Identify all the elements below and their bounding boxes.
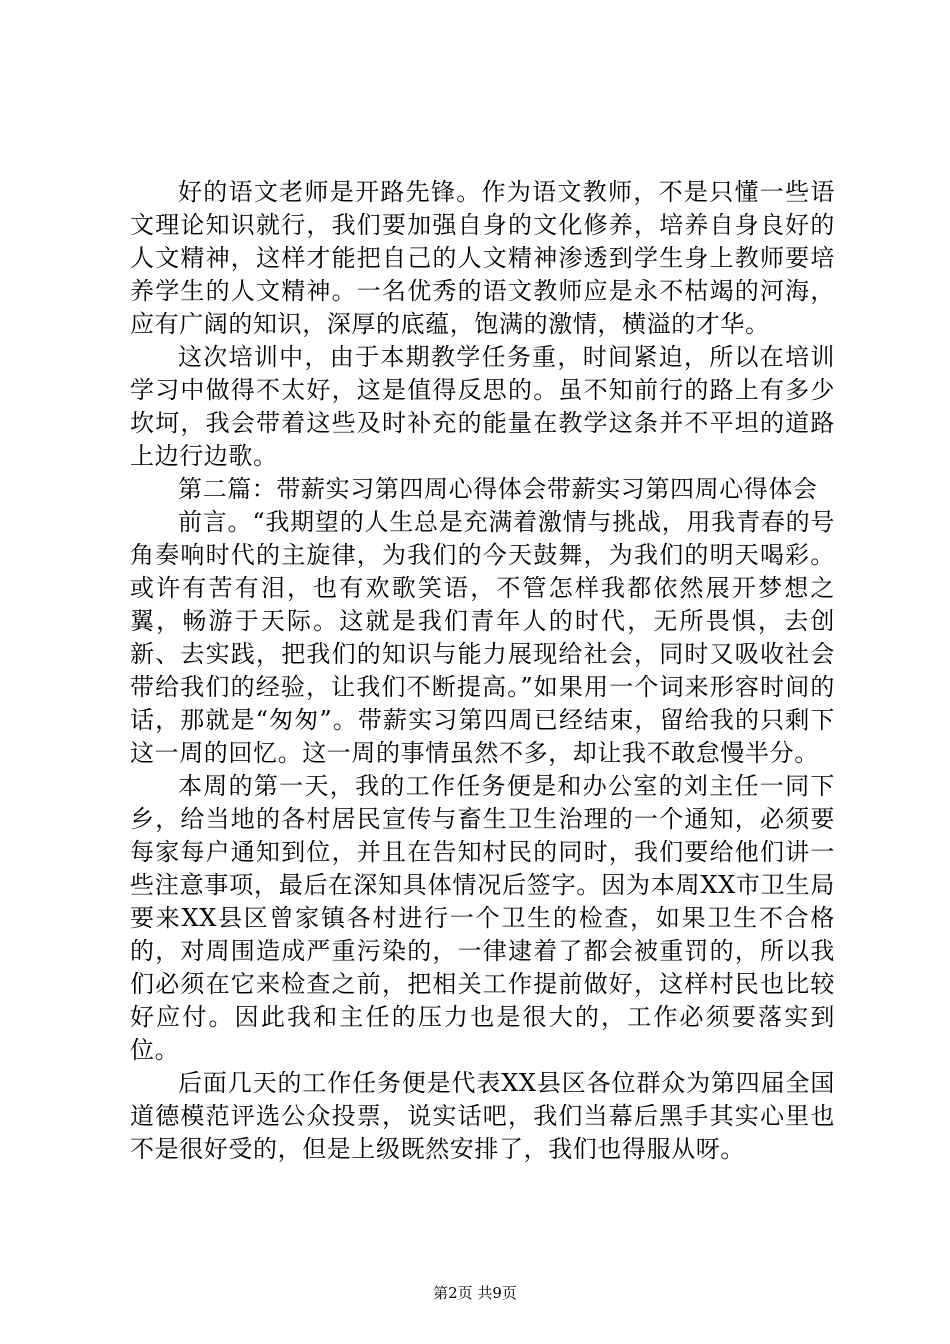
document-body: [130, 176, 835, 1166]
paragraph-3: 前言。“我期望的人生总是充满着激情与挑战，用我青春的号角奏响时代的主旋律，为我们的今天鼓舞，为我们的明天喝彩。或许有苦有泪，也有欢歌笑语，不管怎样我都依然展开梦想之翼，畅游于天际。这就是我们青年人的时代，无所畏惧，去创新、去实践，把我们的知识与能力展现给社会，同时又吸收社会带给我们的经验，让我们不断提高。”如果用一个词来形容时间的话，那就是“匆匆”。带薪实习第四周已经结束，留给我的只剩下这一周的回忆。这一周的事情虽然不多，却让我不敢怠慢半分。: [130, 508, 835, 767]
page-number: 第2页 共9页: [433, 1284, 517, 1302]
paragraph-2: 这次培训中，由于本期教学任务重，时间紧迫，所以在培训学习中做得不太好，这是值得反思的。虽不知前行的路上有多少坎坷，我会带着这些及时补充的能量在教学这条并不平坦的道路上边行边歌。: [130, 343, 835, 470]
section-heading: 第二篇：带薪实习第四周心得体会带薪实习第四周心得体会: [178, 475, 818, 503]
paragraph-5: 后面几天的工作任务便是代表XX县区各位群众为第四届全国道德模范评选公众投票，说实话吧，我们当幕后黑手其实心里也不是很好受的，但是上级既然安排了，我们也得服从呀。: [130, 1069, 835, 1163]
paragraph-4: 本周的第一天，我的工作任务便是和办公室的刘主任一同下乡，给当地的各村居民宣传与畜生卫生治理的一个通知，必须要每家每户通知到位，并且在告知村民的同时，我们要给他们讲一些注意事项，最后在深知具体情况后签字。因为本周XX市卫生局要来XX县区曾家镇各村进行一个卫生的检查，如果卫生不合格的，对周围造成严重污染的，一律逮着了都会被重罚的，所以我们必须在它来检查之前，把相关工作提前做好，这样村民也比较好应付。因此我和主任的压力也是很大的，工作必须要落实到位。: [130, 772, 835, 1064]
paragraph-1: 好的语文老师是开路先锋。作为语文教师，不是只懂一些语文理论知识就行，我们要加强自身的文化修养，培养自身良好的人文精神，这样才能把自己的人文精神渗透到学生身上教师要培养学生的人文精神。一名优秀的语文教师应是永不枯竭的河海，应有广阔的知识，深厚的底蕴，饱满的激情，横溢的才华。: [130, 178, 835, 338]
